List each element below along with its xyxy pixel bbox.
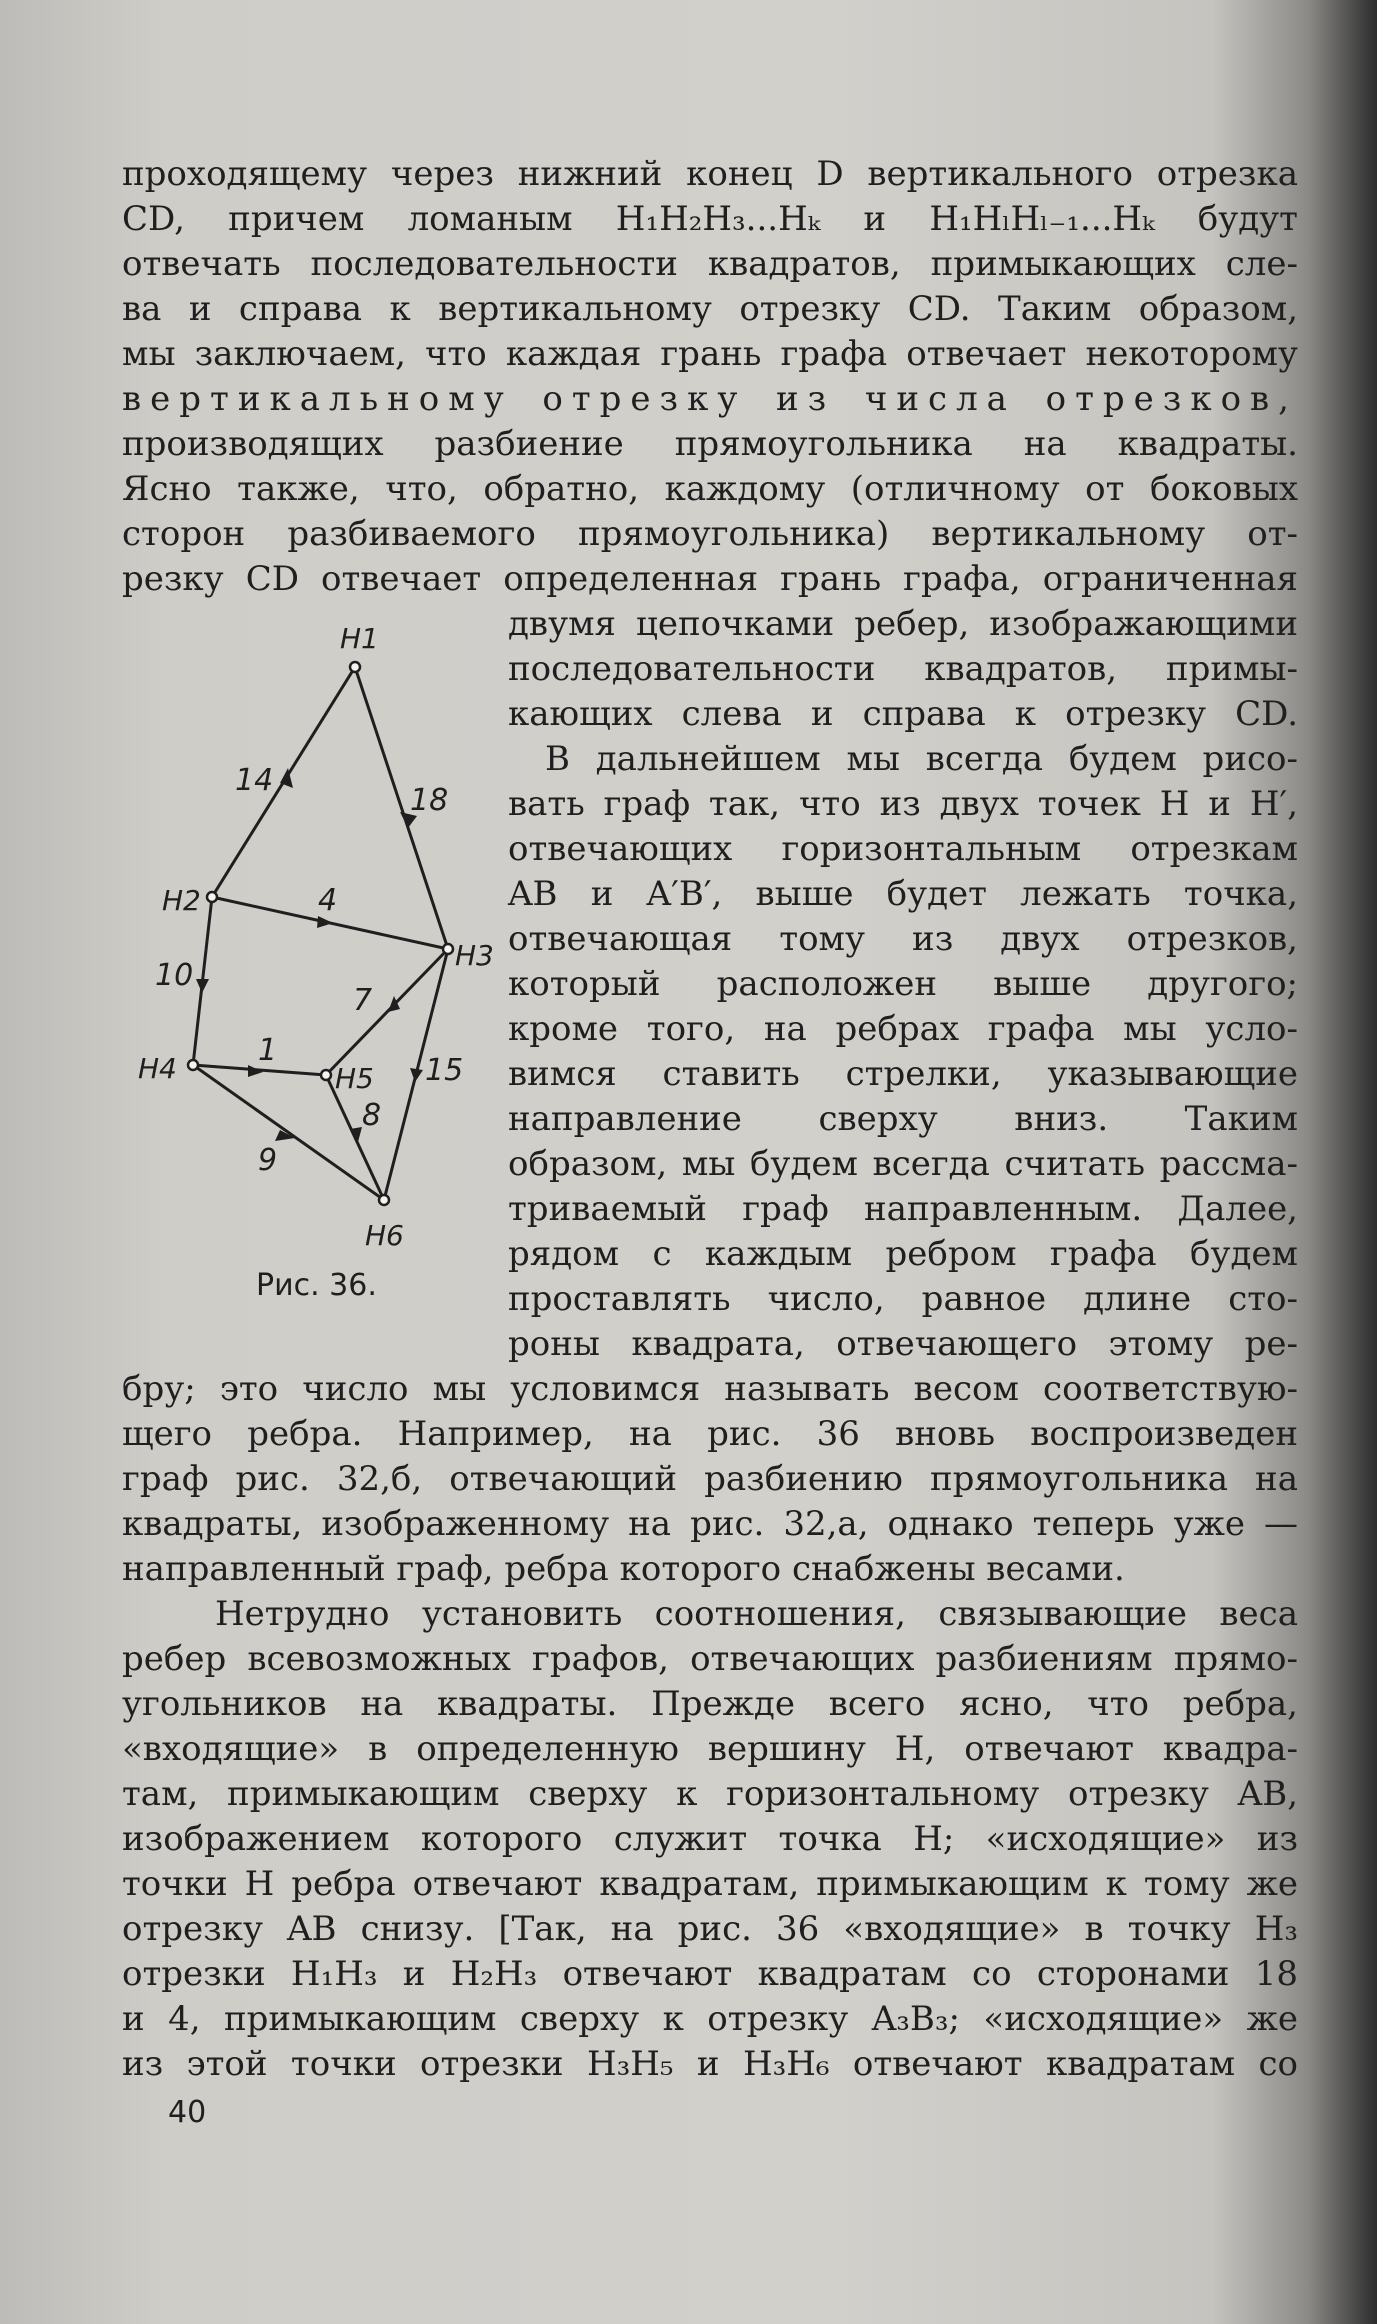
text-line-38: изображением которого служит точка H; «исходящие» из xyxy=(122,1819,1298,1859)
text-line-19: который расположен выше другого; xyxy=(508,964,1298,1004)
arrow-h2-h4 xyxy=(196,979,209,993)
text-line-5: мы заключаем, что каждая грань графа отвечает некоторому xyxy=(122,334,1298,374)
text-line-26: проставлять число, равное длине сто- xyxy=(508,1279,1298,1319)
text-line-4: ва и справа к вертикальному отрезку CD. Таким образом, xyxy=(122,289,1298,329)
text-line-9: сторон разбиваемого прямоугольника) вертикальному от- xyxy=(122,514,1298,554)
text-line-16: отвечающих горизонтальным отрезкам xyxy=(508,829,1298,869)
figure-caption: Рис. 36. xyxy=(256,1268,377,1303)
node-h6 xyxy=(379,1195,389,1205)
weight-label-10: 10 xyxy=(155,958,194,993)
text-line-28: бру; это число мы условимся называть весом соответствую- xyxy=(122,1369,1298,1409)
text-line-17: AB и A′B′, выше будет лежать точка, xyxy=(508,874,1298,914)
text-line-25: рядом с каждым ребром графа будем xyxy=(508,1234,1298,1274)
weight-label-7: 7 xyxy=(353,983,373,1018)
text-line-40: отрезку AB снизу. [Так, на рис. 36 «входящие» в точку H₃ xyxy=(122,1909,1298,1949)
text-line-15: вать граф так, что из двух точек H и H′, xyxy=(508,784,1298,824)
text-line-34: ребер всевозможных графов, отвечающих разбиениям прямо- xyxy=(122,1639,1298,1679)
text-line-18: отвечающая тому из двух отрезков, xyxy=(508,919,1298,959)
text-line-33: Нетрудно установить соотношения, связывающие веса xyxy=(215,1594,1298,1634)
node-h2 xyxy=(207,892,217,902)
graph-diagram xyxy=(130,610,510,1270)
arrow-h3-h6 xyxy=(410,1068,423,1082)
text-line-20: кроме того, на ребрах графа мы усло- xyxy=(508,1009,1298,1049)
weight-label-4: 4 xyxy=(318,883,338,918)
weight-label-15: 15 xyxy=(425,1053,464,1088)
text-line-30: граф рис. 32,б, отвечающий разбиению прямоугольника на xyxy=(122,1459,1298,1499)
text-line-22: направление сверху вниз. Таким xyxy=(508,1099,1298,1139)
text-line-42: и 4, примыкающим сверху к отрезку A₃B₃; «исходящие» же xyxy=(122,1999,1298,2039)
page-number: 40 xyxy=(168,2095,207,2130)
text-line-43: из этой точки отрезки H₃H₅ и H₃H₆ отвечают квадратам со xyxy=(122,2044,1298,2084)
text-line-37: там, примыкающим сверху к горизонтальному отрезку AB, xyxy=(122,1774,1298,1814)
text-line-13: кающих слева и справа к отрезку CD. xyxy=(508,694,1298,734)
text-line-24: триваемый граф направленным. Далее, xyxy=(508,1189,1298,1229)
text-line-11: двумя цепочками ребер, изображающими xyxy=(508,604,1298,644)
text-line-21: вимся ставить стрелки, указывающие xyxy=(508,1054,1298,1094)
node-h1 xyxy=(350,662,360,672)
weight-label-18: 18 xyxy=(410,783,449,818)
node-h3 xyxy=(443,944,453,954)
text-line-2: CD, причем ломаным H₁H₂H₃...Hₖ и H₁HₗHₗ₋₁...Hₖ будут xyxy=(122,199,1298,239)
node-h4 xyxy=(188,1060,198,1070)
weight-label-14: 14 xyxy=(235,763,274,798)
node-label-h5: H5 xyxy=(335,1062,374,1095)
text-line-29: щего ребра. Например, на рис. 36 вновь воспроизведен xyxy=(122,1414,1298,1454)
text-line-10: резку CD отвечает определенная грань графа, ограниченная xyxy=(122,559,1298,599)
text-line-12: последовательности квадратов, примы- xyxy=(508,649,1298,689)
weight-label-1: 1 xyxy=(258,1033,278,1068)
node-label-h2: H2 xyxy=(162,884,201,917)
text-line-7: производящих разбиение прямоугольника на квадраты. xyxy=(122,424,1298,464)
text-line-3: отвечать последовательности квадратов, примыкающих сле- xyxy=(122,244,1298,284)
text-line-35: угольников на квадраты. Прежде всего ясно, что ребра, xyxy=(122,1684,1298,1724)
text-line-23: образом, мы будем всегда считать рассма- xyxy=(508,1144,1298,1184)
node-label-h1: H1 xyxy=(340,622,379,655)
text-line-31: квадраты, изображенному на рис. 32,а, однако теперь уже — xyxy=(122,1504,1298,1544)
node-label-h6: H6 xyxy=(365,1219,404,1252)
text-line-8: Ясно также, что, обратно, каждому (отличному от боковых xyxy=(122,469,1298,509)
text-line-41: отрезки H₁H₃ и H₂H₃ отвечают квадратам со сторонами 18 xyxy=(122,1954,1298,1994)
node-h5 xyxy=(321,1070,331,1080)
text-line-27: роны квадрата, отвечающего этому ре- xyxy=(508,1324,1298,1364)
text-line-1: проходящему через нижний конец D вертикального отрезка xyxy=(122,154,1298,194)
text-line-32: направленный граф, ребра которого снабжены весами. xyxy=(122,1549,1125,1589)
graph-figure xyxy=(130,610,510,1270)
node-label-h4: H4 xyxy=(138,1052,177,1085)
text-line-14: В дальнейшем мы всегда будем рисо- xyxy=(545,739,1298,779)
weight-label-8: 8 xyxy=(362,1098,382,1133)
text-line-39: точки H ребра отвечают квадратам, примыкающим к тому же xyxy=(122,1864,1298,1904)
node-label-h3: H3 xyxy=(455,939,494,972)
text-line-6: вертикальному отрезку из числа отрезков, xyxy=(122,379,1298,419)
weight-label-9: 9 xyxy=(258,1143,278,1178)
text-line-36: «входящие» в определенную вершину H, отвечают квадра- xyxy=(122,1729,1298,1769)
